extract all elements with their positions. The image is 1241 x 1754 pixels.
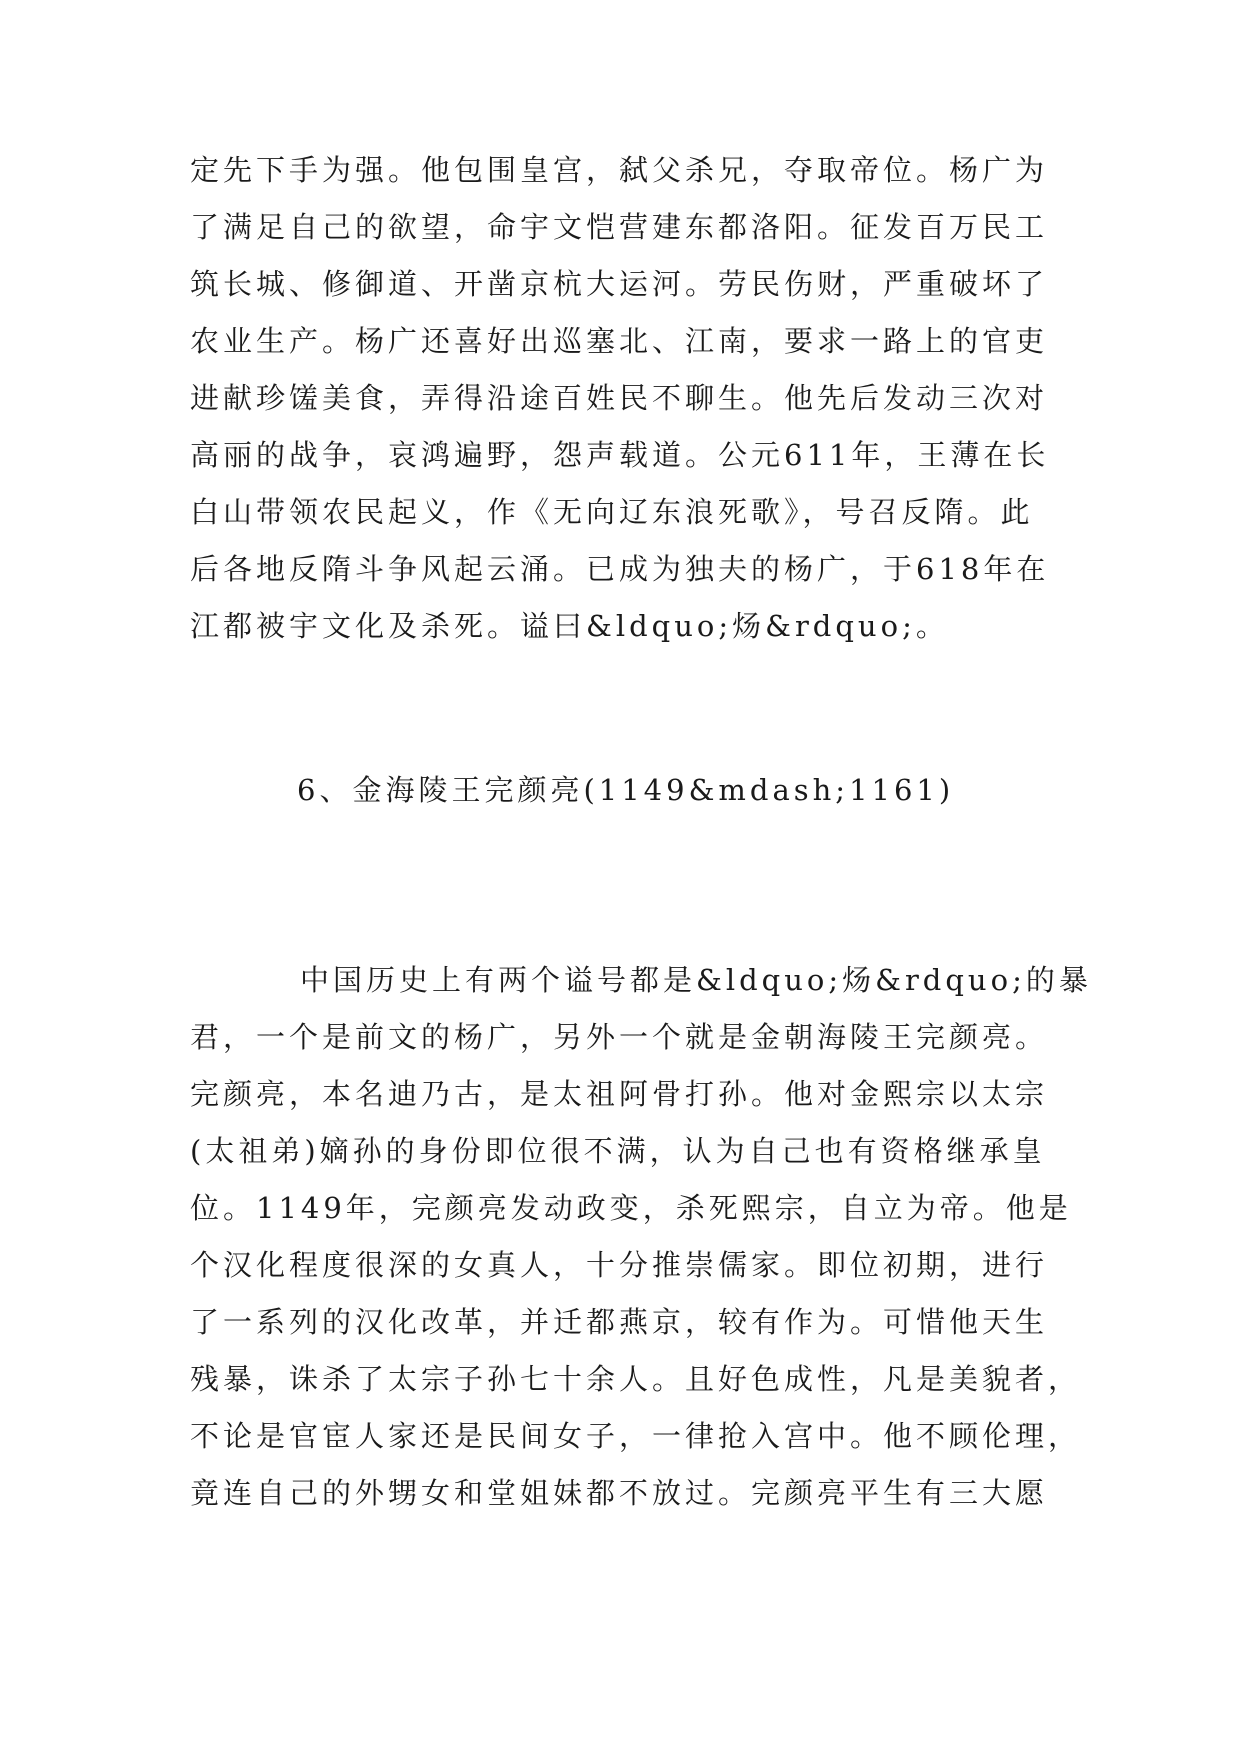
paragraph-1-line: 进献珍馐美食，弄得沿途百姓民不聊生。他先后发动三次对: [190, 381, 1049, 415]
paragraph-2-line: 位。1149年，完颜亮发动政变，杀死熙宗，自立为帝。他是: [190, 1191, 1072, 1225]
paragraph-2-line: (太祖弟)嫡孙的身份即位很不满，认为自己也有资格继承皇: [190, 1134, 1046, 1168]
paragraph-2-line: 不论是官宦人家还是民间女子，一律抢入宫中。他不顾伦理，: [190, 1419, 1082, 1453]
paragraph-2-line: 了一系列的汉化改革，并迁都燕京，较有作为。可惜他天生: [190, 1305, 1049, 1339]
paragraph-1-line: 定先下手为强。他包围皇宫，弑父杀兄，夺取帝位。杨广为: [190, 153, 1049, 187]
paragraph-2-line: 完颜亮，本名迪乃古，是太祖阿骨打孙。他对金熙宗以太宗: [190, 1077, 1049, 1111]
paragraph-2-line: 竟连自己的外甥女和堂姐妹都不放过。完颜亮平生有三大愿: [190, 1476, 1049, 1510]
paragraph-1-line: 筑长城、修御道、开凿京杭大运河。劳民伤财，严重破坏了: [190, 267, 1049, 301]
paragraph-1-line: 高丽的战争，哀鸿遍野，怨声载道。公元611年，王薄在长: [190, 438, 1050, 472]
paragraph-2-line: 个汉化程度很深的女真人，十分推崇儒家。即位初期，进行: [190, 1248, 1049, 1282]
paragraph-1-line: 后各地反隋斗争风起云涌。已成为独夫的杨广，于618年在: [190, 552, 1050, 586]
paragraph-1-line: 了满足自己的欲望，命宇文恺营建东都洛阳。征发百万民工: [190, 210, 1049, 244]
section-heading: 6、金海陵王完颜亮(1149&mdash;1161): [297, 773, 955, 807]
paragraph-1-line: 农业生产。杨广还喜好出巡塞北、江南，要求一路上的官吏: [190, 324, 1049, 358]
paragraph-2-line: 残暴，诛杀了太宗子孙七十余人。且好色成性，凡是美貌者，: [190, 1362, 1082, 1396]
paragraph-1-line: 江都被宇文化及杀死。谥曰&ldquo;炀&rdquo;。: [190, 609, 949, 643]
paragraph-1-line: 白山带领农民起义，作《无向辽东浪死歌》，号召反隋。此: [190, 495, 1034, 529]
paragraph-2-line: 君，一个是前文的杨广，另外一个就是金朝海陵王完颜亮。: [190, 1020, 1049, 1054]
paragraph-2-line: 中国历史上有两个谥号都是&ldquo;炀&rdquo;的暴: [300, 963, 1092, 997]
